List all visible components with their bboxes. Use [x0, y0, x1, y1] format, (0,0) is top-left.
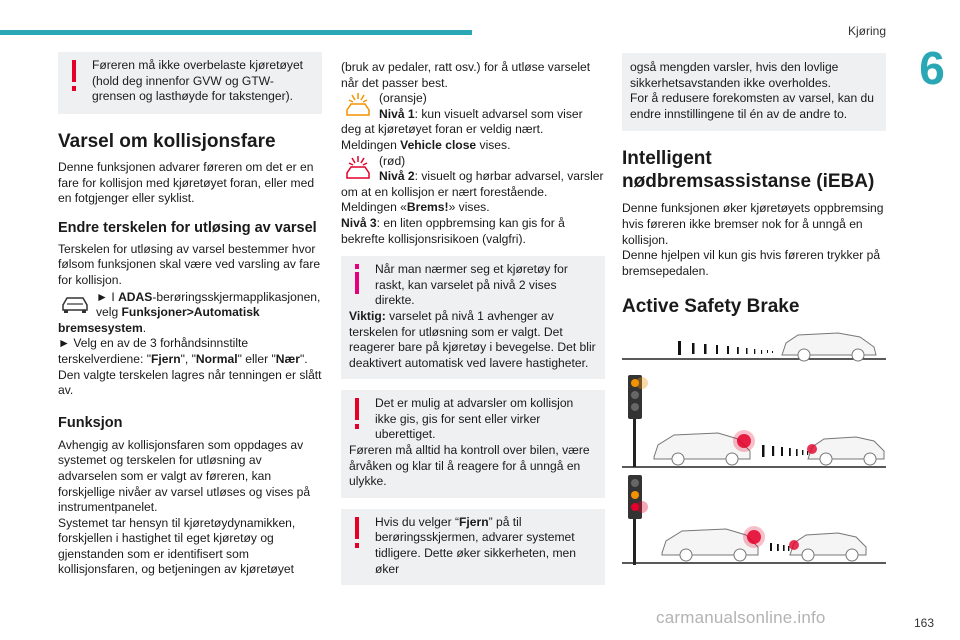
warning-exclamation-icon [349, 396, 365, 432]
message-brems: Brems! [406, 200, 449, 215]
warning-note [58, 52, 322, 114]
step-2 [58, 336, 322, 367]
step-text: . [142, 320, 147, 335]
option-normal: Normal [195, 351, 238, 366]
warning-text: Føreren må ikke overbelaste kjøretøyet (hold deg innenfor GVW og GTW-grensen og lasthøyde for takstenger). [92, 58, 304, 104]
warning-text: Det er mulig at advarsler om kollisjon ikke gis, gis for sent eller virker uberettiget. [375, 396, 574, 442]
warning-note-continued [622, 53, 886, 131]
column-2 [341, 60, 605, 585]
paragraph: Systemet tar hensyn til kjøretøydynamikken, forskjellen i hastighet til eget kjøretøy og gjenstanden som er identifisert som kollisjonsfaren, og betjeningen av kjøretøyet [58, 515, 296, 577]
step-1 [58, 290, 322, 337]
menu-path: Funksjoner>Automatisk bremsesystem [58, 305, 260, 335]
subheading-funksjon: Funksjon [58, 414, 123, 431]
level-3-text: : en liten oppbremsing kan gis for å bekrefte kollisjonsrisikoen (valgfri). [341, 215, 565, 246]
illustration-road-markers [622, 315, 886, 365]
level-1-block [341, 91, 605, 138]
section-heading-asb: Active Safety Brake [622, 296, 800, 318]
level-2-label: Nivå 2 [379, 169, 415, 184]
section-heading-varsel: Varsel om kollisjonsfare [58, 131, 276, 152]
info-icon [349, 262, 365, 298]
level-1-text: : kun visuelt advarsel som viser deg at kjøretøyet foran er veldig nært. [341, 106, 583, 137]
adas-label: ADAS [118, 289, 153, 304]
warning-exclamation-icon [349, 515, 365, 551]
section-heading-ieba: Intelligent nødbremsassistanse (iEBA) [622, 148, 875, 193]
msg-text: » vises. [448, 200, 490, 215]
chapter-number: 6 [919, 42, 945, 94]
warning-text: Føreren må alltid ha kontroll over bilen, være årvåken og klar til å reagere for å unngå en ulykke. [349, 443, 590, 489]
paragraph: Den valgte terskelen lagres når tenningen er slått av. [58, 367, 322, 398]
level-2-message [341, 200, 605, 216]
step-text: " eller " [237, 351, 276, 366]
car-adas-icon [58, 290, 92, 318]
paragraph: Denne funksjonen advarer føreren om det er en fare for kollisjon med kjøretøyet foran, eller med en fotgjenger eller syklist. [58, 160, 315, 206]
level-1-color: (oransje) [379, 91, 427, 106]
step-text: ► Velg en av de 3 forhåndsinnstilte terskelverdiene: " [58, 336, 249, 366]
step-text: -berøringsskjermapplikasjonen, velg [96, 289, 321, 320]
paragraph: Denne hjelpen vil kun gis hvis føreren trykker på bremsepedalen. [622, 248, 881, 278]
paragraph: Denne funksjonen øker kjøretøyets oppbremsing hvis føreren ikke bremser nok for å unngå en kollisjon. [622, 201, 884, 247]
option-fjern: Fjern [151, 351, 181, 366]
message-vehicle-close: Vehicle close [400, 137, 477, 152]
note-text: også mengden varsler, hvis den lovlige sikkerhetsavstanden ikke overholdes. [630, 60, 839, 90]
level-2-block [341, 154, 605, 201]
page-number: 163 [913, 616, 934, 630]
msg-text: vises. [476, 137, 511, 152]
level-1-label: Nivå 1 [379, 106, 415, 121]
collision-warning-red-icon [341, 154, 375, 182]
important-label: Viktig: [349, 308, 386, 323]
level-2-color: (rød) [379, 153, 406, 168]
column-3 [622, 53, 886, 633]
warning-exclamation-icon [66, 58, 82, 94]
option-naer: Nær [275, 351, 300, 366]
warning-note [341, 390, 605, 498]
level-3-label: Nivå 3 [341, 215, 377, 230]
step-text: ". [299, 351, 308, 366]
option-fjern: Fjern [459, 514, 489, 529]
header-accent-bar [0, 30, 472, 35]
warning-text [375, 515, 597, 577]
note-text: For å redusere forekomsten av varsel, kan du endre innstillingene til én av de andre to. [630, 91, 875, 121]
paragraph: Avhengig av kollisjonsfaren som oppdages av systemet og terskelen for utløsning av advarselen som er valgt av føreren, kan forskjellige nivåer av varsel utløses og vises på instrumentpanelet. [58, 437, 311, 515]
collision-warning-orange-icon [341, 91, 375, 119]
level-1-message [341, 138, 605, 154]
watermark: carmanualsonline.info [656, 608, 826, 627]
warning-note [341, 509, 605, 585]
level-3 [341, 216, 605, 247]
illustration-red-warning [622, 471, 886, 567]
step-text: ► I [96, 289, 119, 304]
level-2-text: : visuelt og hørbar advarsel, varsler om at en kollisjon er nært forestående. [341, 169, 604, 199]
msg-text: Meldingen « [341, 200, 407, 215]
header-title: Kjøring [847, 24, 886, 38]
warning-text-part: ” på til berøringsskjermen, advarer systemet tidligere. Dette øker sikkerheten, men øker [375, 514, 576, 576]
info-note [341, 256, 605, 379]
subheading-endre: Endre terskelen for utløsing av varsel [58, 219, 317, 236]
paragraph: (bruk av pedaler, ratt osv.) for å utløse varselet når det passer best. [341, 60, 591, 90]
info-text: varselet på nivå 1 avhenger av terskelen for utløsning som er valgt. Det reagerer bare på kjøretøy i bevegelse. Det blir deaktivert automatisk ved lavere hastigheter. [349, 308, 596, 370]
warning-text-part: Hvis du velger “ [375, 514, 460, 529]
illustration-orange-warning [622, 371, 886, 471]
info-important [349, 309, 597, 371]
info-text: Når man nærmer seg et kjøretøy for raskt, kan varselet på nivå 2 vises direkte. [375, 262, 568, 308]
column-1 [58, 52, 322, 578]
paragraph: Terskelen for utløsing av varsel bestemmer hvor følsom funksjonen skal være ved varsling av fare for kollisjon. [58, 241, 321, 287]
step-text: ", " [180, 351, 196, 366]
msg-text: Meldingen [341, 137, 401, 152]
